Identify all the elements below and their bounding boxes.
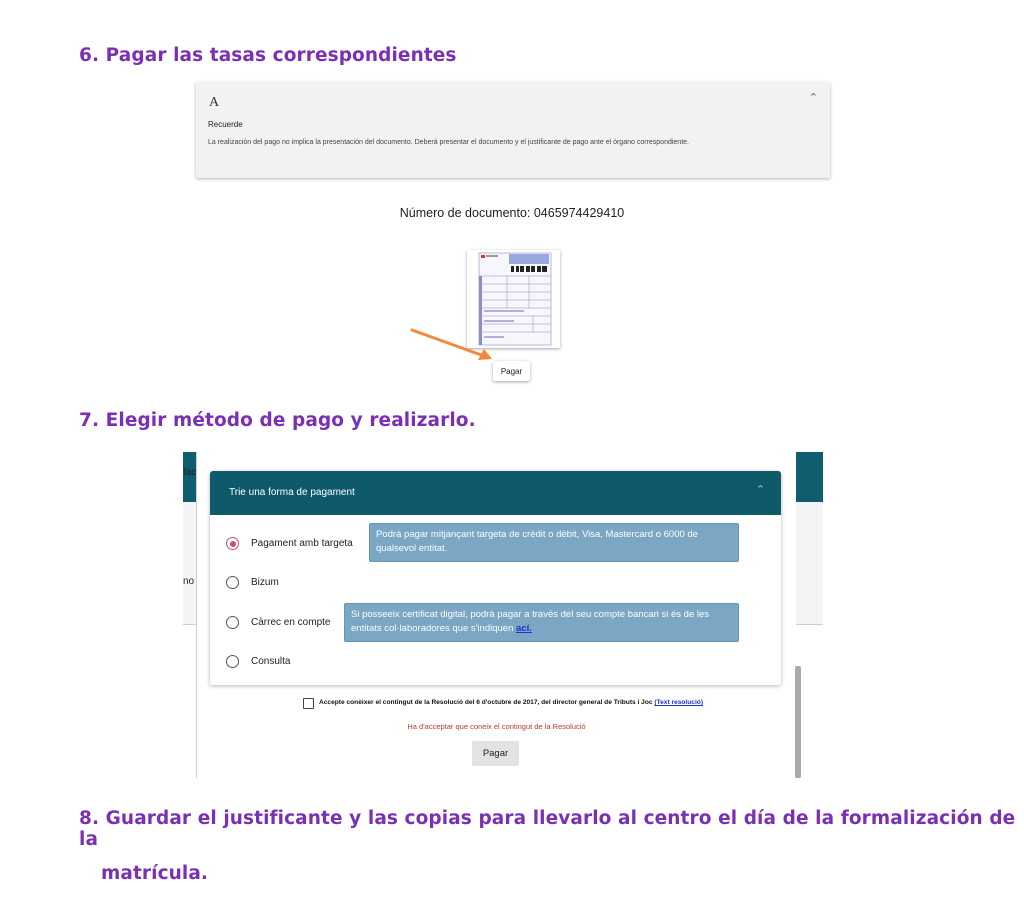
option-label[interactable]: Consulta [251,656,291,667]
resolution-link[interactable]: (Text resolució) [654,699,704,706]
terms-error-message: Ha d'acceptar que coneix el contingut de la Resolució [407,722,586,731]
info-card-payment: Podrà pagar mitjançant targeta de crèdit o dèbit, Visa, Mastercard o 6000 de qualsevol entitat. [369,523,739,562]
pay-button[interactable]: Pagar [472,741,519,766]
chevron-up-icon[interactable]: ⌃ [755,484,765,496]
radio-unselected[interactable] [226,616,239,629]
alert-message: La realización del pago no implica la presentación del documento. Deberá presentar el documento y el justificante de pago ante el órgano correspondiente. [208,139,689,146]
alert-letter: A [209,95,220,110]
orange-arrow-icon [408,326,498,362]
option-label[interactable]: Pagament amb targeta [251,538,353,549]
entities-link[interactable]: ací. [516,623,532,634]
terms-text: Accepte conèixer el contingut de la Resolució del 6 d'octubre de 2017, del director general de Tributs i Joc (Text resolució) [319,699,704,706]
scrollbar[interactable] [795,666,801,778]
pay-document-button[interactable]: Pagar [493,361,530,381]
background-peek-text-2: no [183,576,195,587]
panel-header[interactable] [210,471,781,515]
alert-title: Recuerde [208,120,243,129]
reminder-alert [196,82,830,178]
step-8-line-2: matrícula. [101,863,209,884]
radio-selected[interactable] [226,537,239,550]
payment-dialog [196,452,796,778]
payment-method-screenshot [183,452,823,778]
panel-title: Trie una forma de pagament [229,487,355,498]
step-7-heading: 7. Elegir método de pago y realizarlo. [79,410,476,431]
info-account-charge: Si posseeix certificat digital, podrà pagar a través del seu compte bancari si és de les entitats col·laboradores que s'indiquen ací. [344,603,739,642]
step-8-heading [79,808,1024,884]
payment-method-panel [210,471,781,685]
chevron-up-icon[interactable]: ⌃ [808,92,818,104]
option-label[interactable]: Càrrec en compte [251,617,331,628]
terms-checkbox[interactable] [303,698,314,709]
radio-unselected[interactable] [226,576,239,589]
document-number: Número de documento: 0465974429410 [399,206,625,220]
background-peek-text: tac [183,467,197,478]
step-8-line-1: 8. Guardar el justificante y las copias para llevarlo al centro el día de la formalización de la [79,808,1016,850]
radio-unselected[interactable] [226,655,239,668]
step-6-heading: 6. Pagar las tasas correspondientes [79,45,457,66]
option-label[interactable]: Bizum [251,577,279,588]
